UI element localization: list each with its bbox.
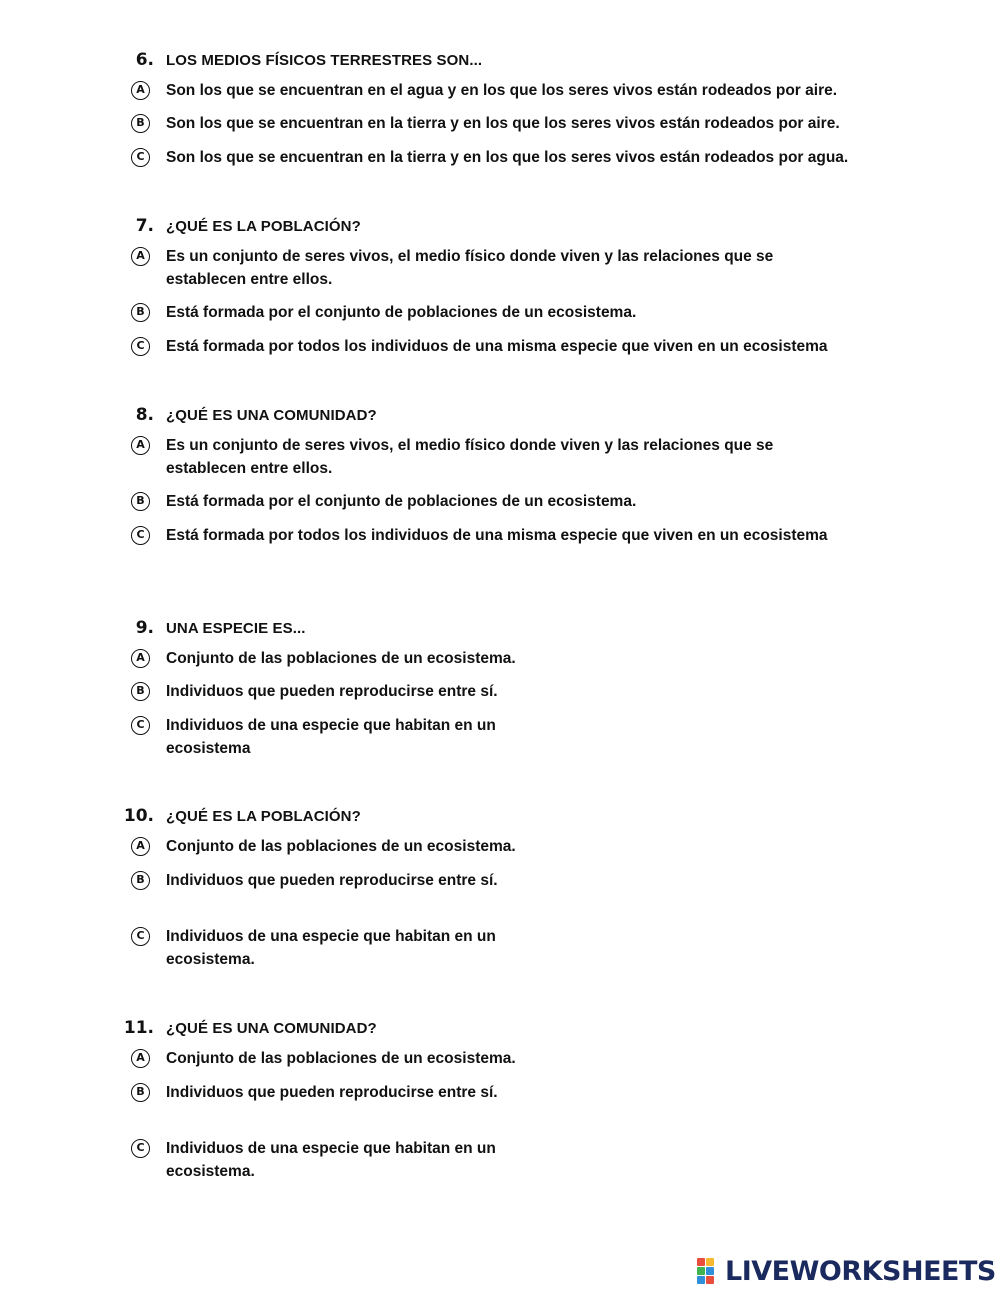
option-letter-circle[interactable]: C: [131, 927, 150, 946]
question-title: ¿QUÉ ES UNA COMUNIDAD?: [166, 1020, 377, 1037]
option-text: Conjunto de las poblaciones de un ecosistema.: [166, 1050, 516, 1067]
question-title: ¿QUÉ ES LA POBLACIÓN?: [166, 218, 361, 235]
option-text: Conjunto de las poblaciones de un ecosistema.: [166, 650, 516, 667]
option-letter-circle[interactable]: B: [131, 492, 150, 511]
question-9: [0, 618, 1000, 757]
option-letter-circle[interactable]: C: [131, 1139, 150, 1158]
question-number: 7.: [135, 216, 154, 236]
option-letter-circle[interactable]: A: [131, 1049, 150, 1068]
option-letter-circle[interactable]: B: [131, 303, 150, 322]
question-title: LOS MEDIOS FÍSICOS TERRESTRES SON...: [166, 52, 483, 69]
question-8: [0, 405, 1000, 544]
option-text: Está formada por el conjunto de poblaciones de un ecosistema.: [166, 304, 637, 321]
question-number: 10.: [123, 806, 154, 826]
option-letter-circle[interactable]: C: [131, 337, 150, 356]
option-text: Está formada por todos los individuos de una misma especie que viven en un ecosistema: [166, 527, 828, 544]
question-title: ¿QUÉ ES UNA COMUNIDAD?: [166, 407, 377, 424]
option-text: Son los que se encuentran en el agua y en los que los seres vivos están rodeados por aire.: [166, 82, 838, 99]
option-letter-circle[interactable]: A: [131, 247, 150, 266]
option-letter-circle[interactable]: B: [131, 114, 150, 133]
liveworksheets-logo: [697, 1256, 996, 1286]
question-7: [0, 216, 1000, 355]
option-letter-circle[interactable]: A: [131, 837, 150, 856]
option-text: Es un conjunto de seres vivos, el medio físico donde viven y las relaciones que se establecen entre ellos.: [166, 437, 774, 477]
option-letter-circle[interactable]: A: [131, 649, 150, 668]
question-6: [0, 50, 1000, 166]
question-11: [0, 1018, 1000, 1180]
logo-text: LIVEWORKSHEETS: [725, 1255, 996, 1287]
question-title: UNA ESPECIE ES...: [166, 620, 306, 637]
question-number: 9.: [135, 618, 154, 638]
option-letter-circle[interactable]: C: [131, 148, 150, 167]
option-letter-circle[interactable]: A: [131, 81, 150, 100]
option-letter-circle[interactable]: A: [131, 436, 150, 455]
option-text: Son los que se encuentran en la tierra y en los que los seres vivos están rodeados por aire.: [166, 115, 840, 132]
option-text: Individuos de una especie que habitan en un ecosistema.: [166, 928, 496, 968]
option-text: Individuos que pueden reproducirse entre sí.: [166, 872, 498, 889]
option-letter-circle[interactable]: B: [131, 1083, 150, 1102]
question-number: 8.: [135, 405, 154, 425]
option-letter-circle[interactable]: B: [131, 682, 150, 701]
option-letter-circle[interactable]: C: [131, 716, 150, 735]
option-text: Está formada por todos los individuos de una misma especie que viven en un ecosistema: [166, 338, 828, 355]
option-letter-circle[interactable]: B: [131, 871, 150, 890]
logo-blocks-icon: [697, 1258, 723, 1284]
question-number: 6.: [135, 50, 154, 70]
option-text: Conjunto de las poblaciones de un ecosistema.: [166, 838, 516, 855]
option-text: Individuos de una especie que habitan en un ecosistema: [166, 717, 496, 757]
option-text: Individuos de una especie que habitan en un ecosistema.: [166, 1140, 496, 1180]
option-text: Está formada por el conjunto de poblaciones de un ecosistema.: [166, 493, 637, 510]
option-text: Es un conjunto de seres vivos, el medio físico donde viven y las relaciones que se establecen entre ellos.: [166, 248, 774, 288]
option-letter-circle[interactable]: C: [131, 526, 150, 545]
question-title: ¿QUÉ ES LA POBLACIÓN?: [166, 808, 361, 825]
option-text: Son los que se encuentran en la tierra y en los que los seres vivos están rodeados por agua.: [166, 149, 849, 166]
option-text: Individuos que pueden reproducirse entre sí.: [166, 1084, 498, 1101]
question-number: 11.: [123, 1018, 154, 1038]
option-text: Individuos que pueden reproducirse entre sí.: [166, 683, 498, 700]
question-10: [0, 806, 1000, 968]
